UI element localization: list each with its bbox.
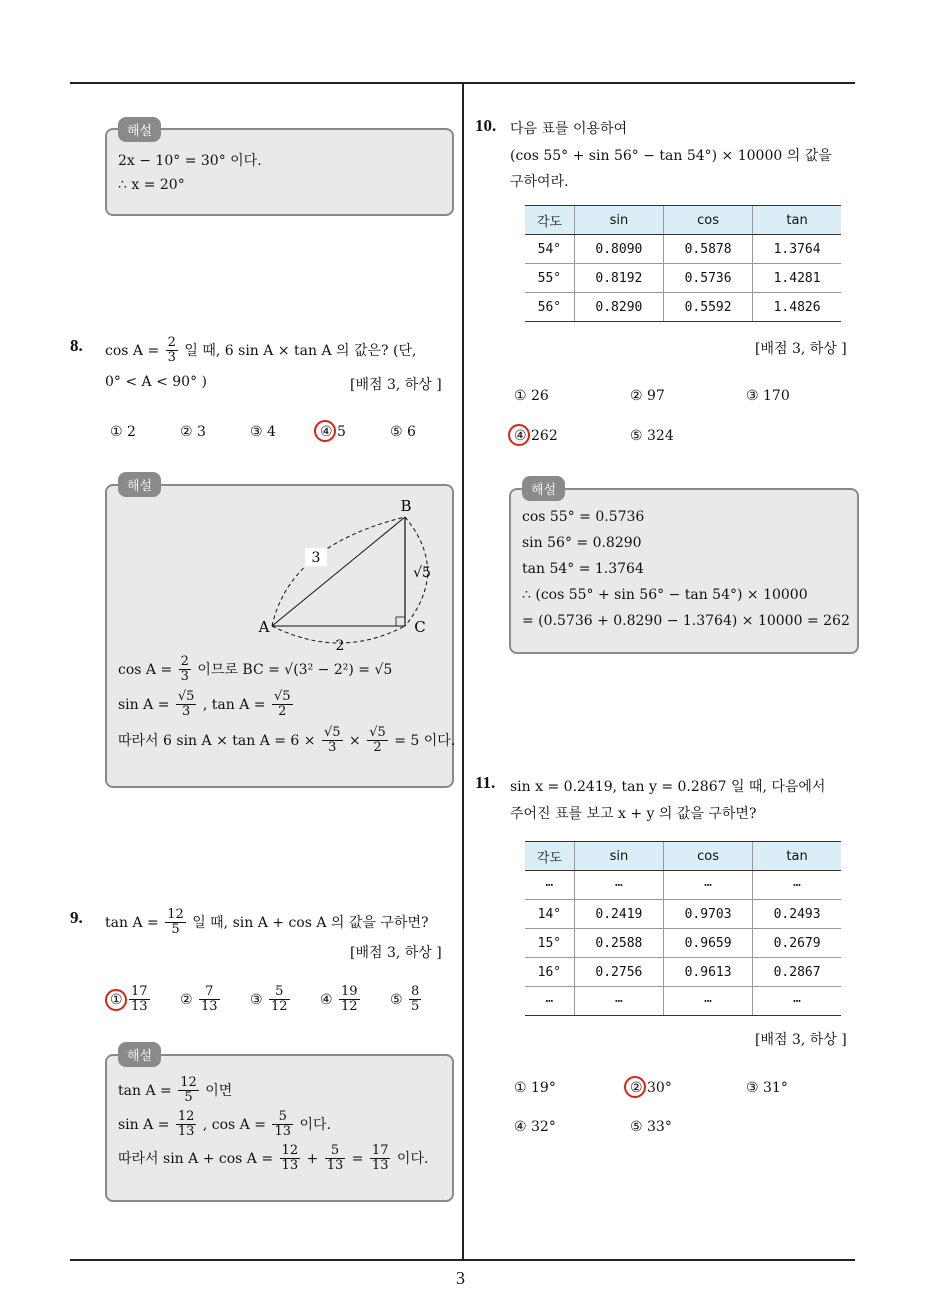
denominator: 3: [182, 704, 191, 720]
math-text: 따라서 sin A + cos A =: [118, 1150, 274, 1167]
choice-3[interactable]: ③ 4: [250, 424, 276, 440]
header-cos: cos: [663, 842, 752, 871]
side-label: √5: [413, 565, 431, 581]
table-cell: ⋯: [663, 987, 752, 1016]
denominator: 12: [271, 999, 288, 1015]
solution-line: [118, 726, 455, 756]
solution-line: [118, 1144, 428, 1174]
table-cell: ⋯: [753, 871, 841, 900]
table-row: [525, 987, 841, 1016]
solution-line: ∴ (cos 55° + sin 56° − tan 54°) × 10000: [522, 587, 808, 603]
question-text: [105, 336, 416, 366]
score-label: [배점 3, 하상 ]: [350, 945, 442, 961]
solution-line: [118, 1110, 331, 1140]
answer-circle: [624, 1076, 646, 1098]
header-angle: 각도: [525, 206, 574, 235]
choice-4[interactable]: ④ 5: [320, 424, 346, 440]
fraction: [129, 985, 150, 1015]
numerator: 2: [180, 654, 189, 669]
table-cell: 14°: [525, 900, 574, 929]
table-row: [525, 264, 841, 293]
math-text: 이므로 BC = √(3² − 2²) = √5: [197, 661, 393, 678]
fraction: [322, 726, 343, 756]
denominator: 13: [131, 999, 148, 1015]
denominator: 13: [274, 1124, 291, 1140]
question-text-part: tan A =: [105, 914, 159, 931]
numerator: 12: [281, 1143, 299, 1158]
table-row: [525, 958, 841, 987]
fraction: [409, 985, 421, 1015]
denominator: 13: [326, 1158, 344, 1174]
choice-mark: ①: [110, 991, 123, 1008]
denominator: 13: [177, 1124, 195, 1140]
table-cell: 0.9703: [663, 900, 752, 929]
question-text: [105, 908, 428, 938]
choice-2[interactable]: ② 97: [630, 388, 665, 404]
table-cell: ⋯: [753, 987, 841, 1016]
table-cell: ⋯: [574, 871, 663, 900]
score-label: [배점 3, 하상 ]: [755, 1032, 847, 1048]
math-text: , cos A =: [202, 1116, 266, 1133]
numerator: 2: [167, 335, 176, 350]
numerator: 12: [167, 907, 184, 922]
question-text: 구하여라.: [510, 174, 569, 190]
question-text: sin x = 0.2419, tan y = 0.2867 일 때, 다음에서: [510, 779, 826, 795]
fraction: [176, 1110, 197, 1140]
fraction: [370, 1144, 391, 1174]
choice-1[interactable]: ① 2: [110, 424, 136, 440]
answer-circle: [105, 989, 127, 1011]
solution-tag: 해설: [118, 472, 161, 497]
fraction: [367, 726, 388, 756]
choice-5[interactable]: ⑤ 324: [630, 428, 674, 444]
choice-2[interactable]: ② 30°: [630, 1080, 672, 1096]
choice-4[interactable]: ④ 32°: [514, 1119, 556, 1135]
solution-line: [118, 655, 392, 685]
math-text: cos A =: [118, 661, 173, 678]
fraction: [339, 985, 360, 1015]
choice-4[interactable]: ④ 262: [514, 428, 558, 444]
question-number: 8.: [70, 336, 83, 355]
math-text: 이면: [205, 1082, 233, 1099]
table-cell: 0.9613: [663, 958, 752, 987]
question-text: 다음 표를 이용하여: [510, 121, 628, 137]
question-text-part: cos A =: [105, 342, 160, 359]
denominator: 13: [281, 1158, 299, 1174]
fraction: [176, 690, 197, 720]
table-cell: 0.8290: [574, 293, 663, 322]
choice-5[interactable]: [390, 985, 423, 1015]
table-cell: 0.9659: [663, 929, 752, 958]
solution-tag: 해설: [118, 1042, 161, 1067]
solution-box-q7: [105, 128, 454, 216]
question-number: 9.: [70, 908, 83, 927]
table-header-row: [525, 842, 841, 871]
choice-3[interactable]: [250, 985, 292, 1015]
denominator: 3: [167, 350, 176, 366]
fraction: [269, 985, 290, 1015]
choice-2[interactable]: [180, 985, 222, 1015]
table-cell: ⋯: [525, 871, 574, 900]
bottom-rule: [70, 1259, 855, 1261]
denominator: 5: [184, 1090, 193, 1106]
table-cell: 0.2679: [753, 929, 841, 958]
choice-5[interactable]: ⑤ 33°: [630, 1119, 672, 1135]
math-text: sin A =: [118, 696, 170, 713]
page-number: 3: [456, 1268, 465, 1288]
fraction: [199, 985, 220, 1015]
math-text: +: [306, 1150, 319, 1167]
vertex-c: C: [414, 618, 426, 636]
denominator: 3: [328, 740, 337, 756]
table-cell: 0.8192: [574, 264, 663, 293]
choice-mark: ③: [250, 991, 263, 1008]
table-cell: 0.2867: [753, 958, 841, 987]
choice-3[interactable]: ③ 170: [746, 388, 790, 404]
denominator: 3: [180, 669, 189, 685]
solution-line: cos 55° = 0.5736: [522, 509, 645, 525]
choice-3[interactable]: ③ 31°: [746, 1080, 788, 1096]
table-cell: 0.2588: [574, 929, 663, 958]
header-sin: sin: [574, 842, 663, 871]
table-row: [525, 293, 841, 322]
solution-line: tan 54° = 1.3764: [522, 561, 644, 577]
question-text-part: 일 때, 6 sin A × tan A 의 값은? (단,: [184, 342, 417, 359]
trig-table-q10: [525, 205, 841, 322]
table-cell: 0.5592: [663, 293, 752, 322]
solution-line: sin 56° = 0.8290: [522, 535, 642, 551]
trig-table-q11: [525, 841, 841, 1016]
numerator: 8: [411, 984, 420, 999]
choice-5[interactable]: ⑤ 6: [390, 424, 416, 440]
solution-line: ∴ x = 20°: [118, 177, 185, 193]
numerator: √5: [369, 725, 386, 740]
math-text: tan A =: [118, 1082, 172, 1099]
math-text: 따라서 6 sin A × tan A = 6 ×: [118, 732, 316, 749]
numerator: 7: [199, 985, 220, 1000]
question-number: 10.: [475, 116, 497, 135]
question-text: 주어진 표를 보고 x + y 의 값을 구하면?: [510, 806, 757, 822]
hypotenuse-label: 3: [311, 550, 321, 566]
solution-line: [118, 1076, 232, 1106]
choice-mark: ⑤: [390, 991, 403, 1008]
numerator: 5: [269, 985, 290, 1000]
answer-circle: [314, 420, 336, 442]
choice-1[interactable]: ① 19°: [514, 1080, 556, 1096]
table-cell: 16°: [525, 958, 574, 987]
denominator: 13: [371, 1158, 389, 1174]
table-cell: ⋯: [525, 987, 574, 1016]
question-text: (cos 55° + sin 56° − tan 54°) × 10000 의 값을: [510, 148, 832, 164]
question-number: 11.: [475, 773, 496, 792]
numerator: √5: [177, 689, 195, 704]
vertex-b: B: [400, 497, 412, 515]
fraction: [280, 1144, 301, 1174]
table-cell: 1.3764: [753, 235, 841, 264]
choice-4[interactable]: [320, 985, 362, 1015]
triangle-diagram: [250, 495, 440, 655]
choice-1[interactable]: ① 26: [514, 388, 549, 404]
denominator: 13: [201, 999, 218, 1015]
table-cell: 56°: [525, 293, 574, 322]
choice-mark: ④: [320, 991, 333, 1008]
column-divider: [462, 83, 464, 1260]
question-text-line2: 0° < A < 90° ): [105, 374, 208, 390]
denominator: 2: [373, 740, 382, 756]
table-cell: ⋯: [574, 987, 663, 1016]
table-cell: 1.4826: [753, 293, 841, 322]
header-sin: sin: [574, 206, 663, 235]
fraction: [178, 1076, 199, 1106]
solution-tag: 해설: [522, 476, 565, 501]
solution-line: 2x − 10° = 30° 이다.: [118, 153, 262, 169]
fraction: [166, 336, 178, 366]
table-cell: 1.4281: [753, 264, 841, 293]
table-cell: 0.8090: [574, 235, 663, 264]
fraction: [179, 655, 191, 685]
solution-line: [118, 690, 295, 720]
numerator: 17: [131, 984, 148, 999]
numerator: 12: [177, 1109, 195, 1124]
header-tan: tan: [753, 842, 841, 871]
numerator: 5: [325, 1144, 346, 1159]
math-text: sin A =: [118, 1116, 170, 1133]
fraction: [165, 908, 186, 938]
table-row: [525, 871, 841, 900]
table-cell: 0.5736: [663, 264, 752, 293]
math-text: , tan A =: [202, 696, 266, 713]
table-cell: ⋯: [663, 871, 752, 900]
fraction: [272, 1110, 293, 1140]
numerator: 5: [272, 1110, 293, 1125]
table-cell: 0.2493: [753, 900, 841, 929]
vertex-a: A: [258, 618, 270, 636]
numerator: √5: [273, 689, 291, 704]
score-label: [배점 3, 하상 ]: [755, 341, 847, 357]
choice-mark: ②: [180, 991, 193, 1008]
denominator: 2: [278, 704, 287, 720]
numerator: 12: [180, 1075, 197, 1090]
table-cell: 0.2419: [574, 900, 663, 929]
table-cell: 54°: [525, 235, 574, 264]
header-cos: cos: [663, 206, 752, 235]
numerator: 19: [341, 984, 358, 999]
table-row: [525, 900, 841, 929]
question-text-part: 일 때, sin A + cos A 의 값을 구하면?: [192, 914, 429, 931]
choice-2[interactable]: ② 3: [180, 424, 206, 440]
fraction: [272, 690, 293, 720]
header-angle: 각도: [525, 842, 574, 871]
table-cell: 55°: [525, 264, 574, 293]
header-tan: tan: [753, 206, 841, 235]
table-header-row: [525, 206, 841, 235]
answer-circle: [508, 424, 530, 446]
base-label: 2: [335, 638, 345, 654]
table-cell: 0.2756: [574, 958, 663, 987]
math-text: ×: [349, 732, 361, 749]
score-label: [배점 3, 하상 ]: [350, 377, 442, 393]
math-text: =: [351, 1150, 364, 1167]
math-text: = 5 이다.: [394, 732, 456, 749]
denominator: 5: [171, 922, 180, 938]
fraction: [325, 1144, 346, 1174]
numerator: 17: [371, 1143, 389, 1158]
denominator: 12: [341, 999, 358, 1015]
table-row: [525, 929, 841, 958]
table-row: [525, 235, 841, 264]
math-text: 이다.: [396, 1150, 429, 1167]
solution-line: = (0.5736 + 0.8290 − 1.3764) × 10000 = 262: [522, 613, 850, 629]
numerator: √5: [323, 725, 341, 740]
table-cell: 15°: [525, 929, 574, 958]
math-text: 이다.: [299, 1116, 331, 1133]
denominator: 5: [411, 999, 420, 1015]
solution-tag: 해설: [118, 117, 161, 142]
table-cell: 0.5878: [663, 235, 752, 264]
